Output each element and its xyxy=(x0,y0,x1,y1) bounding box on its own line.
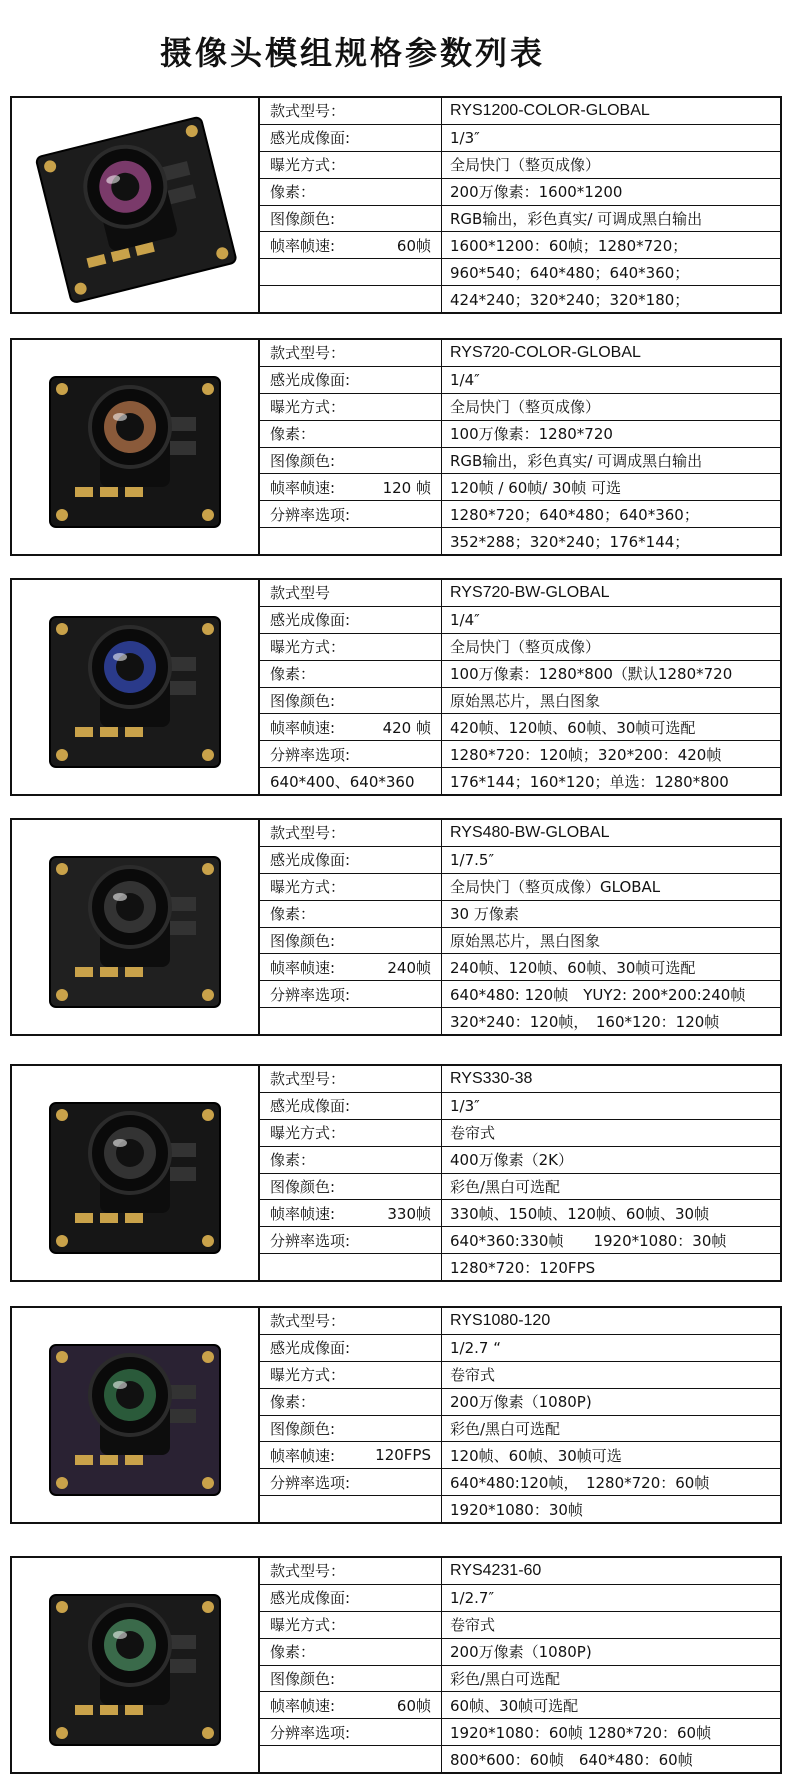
spec-label: 图像颜色: xyxy=(270,691,336,710)
spec-label: 曝光方式： xyxy=(270,638,346,657)
spec-row xyxy=(260,634,780,661)
spec-value: 1/7.5″ xyxy=(450,850,495,869)
spec-row xyxy=(260,259,780,286)
spec-label-cell xyxy=(260,820,442,846)
spec-label-cell xyxy=(260,1227,442,1253)
spec-value: 卷帘式 xyxy=(450,1366,496,1385)
spec-label: 像素： xyxy=(270,665,316,684)
spec-label-cell xyxy=(260,1585,442,1611)
spec-label-cell xyxy=(260,206,442,232)
spec-value: 1280*720：120FPS xyxy=(450,1258,596,1277)
spec-row xyxy=(260,768,780,794)
spec-label: 图像颜色: xyxy=(270,931,336,950)
spec-label-cell xyxy=(260,874,442,900)
spec-label-cell xyxy=(260,634,442,660)
spec-label-cell xyxy=(260,901,442,927)
spec-label-cell xyxy=(260,1093,442,1119)
spec-label: 曝光方式： xyxy=(270,878,346,897)
max-fps: 240帧 xyxy=(387,958,431,977)
module-photo xyxy=(12,1558,260,1772)
spec-value: 1600*1200：60帧；1280*720； xyxy=(450,236,688,255)
spec-value: 352*288；320*240；176*144； xyxy=(450,532,690,551)
spec-label: 曝光方式： xyxy=(270,1124,346,1143)
spec-label-cell xyxy=(260,1120,442,1146)
page-title: 摄像头模组规格参数列表 xyxy=(160,34,546,72)
spec-label-cell xyxy=(260,367,442,393)
spec-table xyxy=(260,820,780,1034)
spec-label-cell xyxy=(260,1200,442,1226)
spec-value: 60帧、30帧可选配 xyxy=(450,1696,579,1715)
spec-value: 120帧 / 60帧/ 30帧 可选 xyxy=(450,478,621,497)
spec-row xyxy=(260,206,780,233)
spec-label-cell xyxy=(260,448,442,474)
camera-module-icon xyxy=(20,347,250,547)
spec-row xyxy=(260,179,780,206)
spec-label-cell xyxy=(260,125,442,151)
spec-label-cell xyxy=(260,741,442,767)
spec-label: 图像颜色: xyxy=(270,209,336,228)
max-fps: 60帧 xyxy=(396,236,431,255)
spec-value: 卷帘式 xyxy=(450,1124,496,1143)
spec-row xyxy=(260,1008,780,1034)
spec-label: 感光成像面: xyxy=(270,611,351,630)
module-card xyxy=(10,1064,782,1282)
spec-label: 感光成像面: xyxy=(270,1097,351,1116)
max-fps: 120FPS xyxy=(375,1446,431,1465)
spec-label: 图像颜色: xyxy=(270,1419,336,1438)
spec-value: 卷帘式 xyxy=(450,1616,496,1635)
spec-label: 帧率帧速: xyxy=(270,478,336,497)
model-number: RYS480-BW-GLOBAL xyxy=(450,823,610,841)
spec-row xyxy=(260,1147,780,1174)
spec-row xyxy=(260,1639,780,1666)
spec-value: 原始黑芯片，黑白图象 xyxy=(450,691,601,710)
max-fps: 120 帧 xyxy=(382,478,431,497)
model-number: RYS4231-60 xyxy=(450,1561,542,1579)
spec-label: 帧率帧速: xyxy=(270,1446,336,1465)
spec-row xyxy=(260,1227,780,1254)
module-card xyxy=(10,578,782,796)
spec-label-cell xyxy=(260,1389,442,1415)
spec-label-cell xyxy=(260,928,442,954)
spec-label-cell xyxy=(260,954,442,980)
spec-label: 分辨率选项: xyxy=(270,985,351,1004)
spec-table xyxy=(260,98,780,312)
spec-label: 分辨率选项: xyxy=(270,1231,351,1250)
spec-label-cell xyxy=(260,1066,442,1092)
spec-value: 1/4″ xyxy=(450,610,480,629)
spec-label-cell xyxy=(260,981,442,1007)
spec-value: 200万像素（1080P) xyxy=(450,1393,592,1412)
spec-row xyxy=(260,714,780,741)
spec-label: 像素： xyxy=(270,905,316,924)
spec-label: 分辨率选项: xyxy=(270,1473,351,1492)
spec-label: 图像颜色: xyxy=(270,1177,336,1196)
spec-label: 640*400、640*360 xyxy=(270,772,415,791)
spec-label-cell xyxy=(260,1746,442,1772)
spec-value: 176*144；160*120；单选：1280*800 xyxy=(450,772,729,791)
spec-label-cell xyxy=(260,232,442,258)
spec-label-cell xyxy=(260,474,442,500)
spec-label: 款式型号： xyxy=(270,824,346,843)
spec-value: 420帧、120帧、60帧、30帧可选配 xyxy=(450,718,696,737)
spec-value: 1280*720；640*480；640*360； xyxy=(450,505,699,524)
module-card xyxy=(10,818,782,1036)
spec-value: 1/2.7 “ xyxy=(450,1338,501,1357)
spec-row xyxy=(260,1389,780,1416)
spec-row xyxy=(260,1362,780,1389)
spec-label: 感光成像面: xyxy=(270,129,351,148)
spec-value: 1280*720：120帧；320*200：420帧 xyxy=(450,745,722,764)
spec-label-cell xyxy=(260,1612,442,1638)
spec-value: 120帧、60帧、30帧可选 xyxy=(450,1446,622,1465)
module-card xyxy=(10,96,782,314)
spec-value: 1/3″ xyxy=(450,128,480,147)
spec-row xyxy=(260,474,780,501)
spec-value: 1/2.7″ xyxy=(450,1588,495,1607)
spec-label: 分辨率选项: xyxy=(270,1723,351,1742)
spec-row xyxy=(260,1200,780,1227)
spec-value: 640*480: 120帧 YUY2: 200*200:240帧 xyxy=(450,985,746,1004)
spec-row xyxy=(260,928,780,955)
module-photo xyxy=(12,1308,260,1522)
spec-row xyxy=(260,901,780,928)
spec-label-cell xyxy=(260,1008,442,1034)
module-photo xyxy=(12,98,260,312)
module-photo xyxy=(12,1066,260,1280)
spec-row xyxy=(260,1254,780,1280)
spec-label: 帧率帧速: xyxy=(270,1696,336,1715)
spec-value: 330帧、150帧、120帧、60帧、30帧 xyxy=(450,1204,710,1223)
spec-label: 像素： xyxy=(270,1643,316,1662)
spec-label-cell xyxy=(260,661,442,687)
spec-value: 1920*1080：30帧 xyxy=(450,1500,583,1519)
spec-row xyxy=(260,98,780,125)
spec-label-cell xyxy=(260,1639,442,1665)
spec-value: 200万像素：1600*1200 xyxy=(450,183,623,202)
spec-label-cell xyxy=(260,1254,442,1280)
spec-label: 款式型号： xyxy=(270,344,346,363)
spec-row xyxy=(260,1612,780,1639)
spec-label-cell xyxy=(260,259,442,285)
spec-value: 640*480:120帧， 1280*720：60帧 xyxy=(450,1473,710,1492)
spec-value: 200万像素（1080P) xyxy=(450,1643,592,1662)
spec-label: 感光成像面: xyxy=(270,371,351,390)
spec-label-cell xyxy=(260,1335,442,1361)
spec-label: 曝光方式： xyxy=(270,398,346,417)
spec-row xyxy=(260,1692,780,1719)
spec-label: 款式型号： xyxy=(270,1070,346,1089)
model-number: RYS1080-120 xyxy=(450,1311,551,1329)
spec-row xyxy=(260,874,780,901)
spec-row xyxy=(260,580,780,607)
spec-row xyxy=(260,847,780,874)
spec-row xyxy=(260,1066,780,1093)
module-photo xyxy=(12,340,260,554)
camera-module-icon xyxy=(20,1073,250,1273)
spec-label: 分辨率选项: xyxy=(270,745,351,764)
spec-label: 帧率帧速: xyxy=(270,1204,336,1223)
spec-row xyxy=(260,661,780,688)
spec-row xyxy=(260,340,780,367)
spec-label: 帧率帧速: xyxy=(270,236,336,255)
spec-value: 800*600：60帧 640*480：60帧 xyxy=(450,1750,693,1769)
spec-label-cell xyxy=(260,394,442,420)
spec-row xyxy=(260,1093,780,1120)
spec-value: RGB输出，彩色真实/ 可调成黑白输出 xyxy=(450,451,703,470)
spec-label-cell xyxy=(260,1496,442,1522)
spec-label-cell xyxy=(260,528,442,554)
spec-row xyxy=(260,1416,780,1443)
spec-label-cell xyxy=(260,340,442,366)
spec-label: 像素： xyxy=(270,1393,316,1412)
spec-row xyxy=(260,820,780,847)
spec-value: 100万像素：1280*720 xyxy=(450,425,613,444)
spec-value: 全局快门（整页成像）GLOBAL xyxy=(450,878,661,897)
spec-row xyxy=(260,741,780,768)
spec-label: 曝光方式： xyxy=(270,1366,346,1385)
spec-label-cell xyxy=(260,501,442,527)
spec-value: 100万像素：1280*800（默认1280*720 xyxy=(450,665,733,684)
spec-row xyxy=(260,1308,780,1335)
spec-label: 图像颜色: xyxy=(270,1669,336,1688)
spec-row xyxy=(260,1335,780,1362)
spec-value: 彩色/黑白可选配 xyxy=(450,1419,561,1438)
spec-row xyxy=(260,394,780,421)
module-card xyxy=(10,338,782,556)
spec-label-cell xyxy=(260,1362,442,1388)
spec-label-cell xyxy=(260,1469,442,1495)
spec-table xyxy=(260,580,780,794)
spec-label: 感光成像面: xyxy=(270,851,351,870)
spec-label-cell xyxy=(260,421,442,447)
spec-row xyxy=(260,367,780,394)
spec-label: 曝光方式： xyxy=(270,156,346,175)
spec-row xyxy=(260,286,780,312)
spec-value: 1/4″ xyxy=(450,370,480,389)
spec-label: 像素： xyxy=(270,425,316,444)
model-number: RYS1200-COLOR-GLOBAL xyxy=(450,101,650,119)
spec-row xyxy=(260,448,780,475)
spec-row xyxy=(260,607,780,634)
spec-row xyxy=(260,528,780,554)
spec-label: 款式型号 xyxy=(270,584,331,603)
spec-value: 30 万像素 xyxy=(450,905,519,924)
model-number: RYS720-COLOR-GLOBAL xyxy=(450,343,641,361)
module-photo xyxy=(12,580,260,794)
spec-label-cell xyxy=(260,179,442,205)
camera-module-icon xyxy=(20,1565,250,1765)
spec-label-cell xyxy=(260,1558,442,1584)
spec-label-cell xyxy=(260,768,442,794)
spec-value: 320*240：120帧， 160*120：120帧 xyxy=(450,1012,720,1031)
spec-label: 像素： xyxy=(270,1151,316,1170)
max-fps: 60帧 xyxy=(396,1696,431,1715)
camera-module-icon xyxy=(20,587,250,787)
spec-row xyxy=(260,232,780,259)
spec-table xyxy=(260,1066,780,1280)
spec-row xyxy=(260,1558,780,1585)
spec-row xyxy=(260,1174,780,1201)
spec-label: 像素： xyxy=(270,183,316,202)
spec-table xyxy=(260,1308,780,1522)
spec-label: 分辨率选项: xyxy=(270,505,351,524)
spec-value: 原始黑芯片，黑白图象 xyxy=(450,931,601,950)
spec-row xyxy=(260,1442,780,1469)
spec-row xyxy=(260,1585,780,1612)
spec-label-cell xyxy=(260,847,442,873)
module-photo xyxy=(12,820,260,1034)
module-card xyxy=(10,1306,782,1524)
spec-label-cell xyxy=(260,1416,442,1442)
spec-value: 彩色/黑白可选配 xyxy=(450,1669,561,1688)
spec-label-cell xyxy=(260,98,442,124)
spec-label-cell xyxy=(260,152,442,178)
spec-label-cell xyxy=(260,714,442,740)
spec-row xyxy=(260,501,780,528)
spec-table xyxy=(260,340,780,554)
camera-module-icon xyxy=(20,827,250,1027)
max-fps: 330帧 xyxy=(387,1204,431,1223)
spec-label: 感光成像面: xyxy=(270,1589,351,1608)
spec-value: 1/3″ xyxy=(450,1096,480,1115)
spec-value: 全局快门（整页成像） xyxy=(450,398,601,417)
model-number: RYS720-BW-GLOBAL xyxy=(450,583,610,601)
spec-row xyxy=(260,1496,780,1522)
camera-module-icon xyxy=(20,1315,250,1515)
spec-label: 款式型号： xyxy=(270,1562,346,1581)
spec-label-cell xyxy=(260,1442,442,1468)
spec-row xyxy=(260,954,780,981)
spec-row xyxy=(260,421,780,448)
spec-label-cell xyxy=(260,1719,442,1745)
spec-value: 400万像素（2K） xyxy=(450,1151,574,1170)
spec-row xyxy=(260,152,780,179)
spec-value: 全局快门（整页成像） xyxy=(450,638,601,657)
spec-value: 240帧、120帧、60帧、30帧可选配 xyxy=(450,958,696,977)
spec-table xyxy=(260,1558,780,1772)
spec-label-cell xyxy=(260,1666,442,1692)
spec-row xyxy=(260,1469,780,1496)
spec-row xyxy=(260,1746,780,1772)
spec-label: 图像颜色: xyxy=(270,451,336,470)
spec-label-cell xyxy=(260,607,442,633)
max-fps: 420 帧 xyxy=(382,718,431,737)
spec-value: 424*240；320*240；320*180； xyxy=(450,290,690,309)
spec-row xyxy=(260,981,780,1008)
spec-value: 1920*1080：60帧 1280*720：60帧 xyxy=(450,1723,712,1742)
spec-label: 帧率帧速: xyxy=(270,958,336,977)
spec-row xyxy=(260,1719,780,1746)
spec-label-cell xyxy=(260,1174,442,1200)
spec-label-cell xyxy=(260,688,442,714)
spec-label: 款式型号： xyxy=(270,1312,346,1331)
spec-label: 款式型号： xyxy=(270,102,346,121)
spec-label: 感光成像面: xyxy=(270,1339,351,1358)
spec-label: 帧率帧速: xyxy=(270,718,336,737)
spec-label-cell xyxy=(260,1692,442,1718)
spec-label-cell xyxy=(260,1147,442,1173)
spec-label-cell xyxy=(260,580,442,606)
spec-label-cell xyxy=(260,286,442,312)
spec-value: 彩色/黑白可选配 xyxy=(450,1177,561,1196)
spec-row xyxy=(260,1120,780,1147)
spec-row xyxy=(260,688,780,715)
module-card xyxy=(10,1556,782,1774)
spec-value: 全局快门（整页成像） xyxy=(450,156,601,175)
spec-label-cell xyxy=(260,1308,442,1334)
spec-row xyxy=(260,125,780,152)
spec-label: 曝光方式： xyxy=(270,1616,346,1635)
spec-value: 960*540；640*480；640*360； xyxy=(450,263,690,282)
spec-value: RGB输出，彩色真实/ 可调成黑白输出 xyxy=(450,209,703,228)
model-number: RYS330-38 xyxy=(450,1069,533,1087)
spec-row xyxy=(260,1666,780,1693)
spec-value: 640*360:330帧 1920*1080：30帧 xyxy=(450,1231,727,1250)
camera-module-icon xyxy=(20,105,250,305)
